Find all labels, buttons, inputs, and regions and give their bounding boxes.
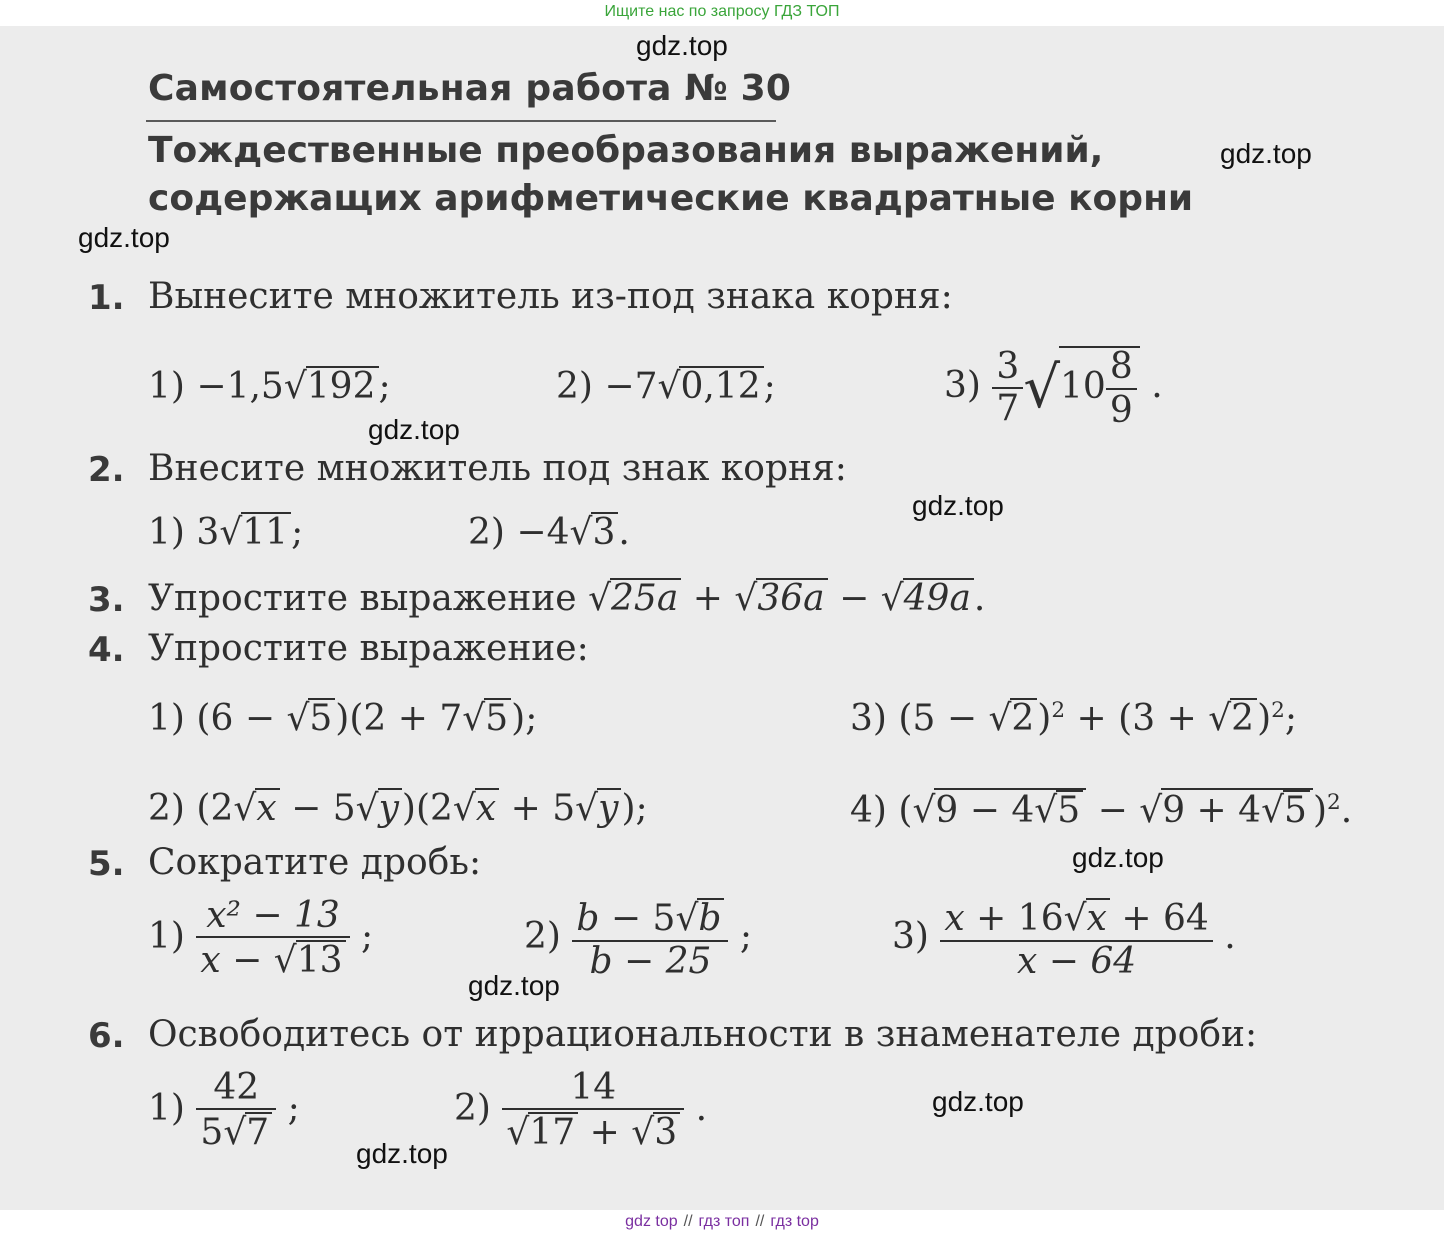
watermark: gdz.top — [912, 490, 1004, 521]
numerator: 3 — [996, 345, 1020, 387]
task-number-4: 4. — [88, 630, 125, 670]
task-number-1: 1. — [88, 278, 125, 318]
radical-sign: √ — [880, 578, 904, 619]
coefficient: 5 — [332, 788, 356, 829]
subtitle-line-2: содержащих арифметические квадратные корни — [148, 178, 1194, 219]
radical-sign: √ — [355, 788, 379, 829]
denominator — [196, 936, 349, 980]
item-label: 2) — [556, 366, 593, 407]
operator: + — [1121, 898, 1152, 939]
radical-sign: √ — [734, 578, 758, 619]
coefficient: 7 — [439, 698, 463, 739]
radical-sign: √ — [1208, 698, 1232, 739]
item-label: 1) — [148, 915, 185, 957]
watermark: gdz.top — [368, 414, 460, 445]
task-1-item-1 — [148, 366, 391, 406]
numerator — [940, 898, 1212, 940]
radical-sign: √ — [1023, 354, 1061, 421]
item-label: 3) — [944, 364, 981, 406]
item-label: 3) — [850, 698, 887, 739]
task-2-item-2 — [468, 512, 630, 552]
radicand: 2 — [1230, 698, 1257, 738]
radical-sign: √ — [1034, 790, 1058, 831]
term: 64 — [1162, 898, 1209, 939]
operator: + — [1166, 698, 1197, 739]
task-6-item-1 — [148, 1067, 300, 1153]
operator: − — [610, 898, 642, 939]
coefficient: 5 — [552, 788, 576, 829]
fraction — [940, 898, 1212, 980]
radicand: y — [378, 788, 402, 828]
radical-sign: √ — [233, 788, 257, 829]
task-5-item-1 — [148, 895, 374, 981]
punct: ; — [287, 1087, 300, 1129]
radical-sign: √ — [1261, 790, 1285, 831]
numerator: 14 — [570, 1067, 617, 1108]
punct: ; — [525, 698, 538, 739]
task-4-item-3: 3) $(5 - √2)^2 + (3 + √2)^2$; — [850, 698, 1297, 739]
radicand: 7 — [245, 1112, 272, 1152]
watermark: gdz.top — [932, 1086, 1024, 1117]
whole-part: 10 — [1060, 365, 1106, 407]
link-gdz-top-mixed[interactable]: гдз top — [770, 1213, 819, 1230]
term: 2 — [363, 698, 387, 739]
punct: . — [973, 578, 986, 619]
term: 3 — [1132, 698, 1156, 739]
radicand: 17 — [528, 1112, 578, 1152]
coefficient: 3 — [196, 512, 220, 553]
item-label: 2) — [454, 1087, 491, 1129]
task-2-item-1 — [148, 512, 303, 552]
watermark: gdz.top — [1220, 138, 1312, 169]
punct: . — [1224, 915, 1236, 957]
operator: − — [839, 578, 870, 619]
operator: − — [291, 788, 322, 829]
denominator: 9 — [1106, 388, 1137, 430]
punct: ; — [739, 915, 753, 957]
task-number-3: 3. — [88, 580, 125, 620]
numerator: x² − 13 — [206, 895, 340, 936]
punct: . — [695, 1087, 708, 1129]
task-4-item-2: 2) (2√x − 5√y)(2√x + 5√y); — [148, 788, 648, 829]
operator: + — [589, 1112, 620, 1153]
operator: − — [232, 940, 263, 981]
task-text-3: Упростите выражение — [148, 578, 577, 619]
task-6-item-2 — [454, 1067, 708, 1153]
fraction — [992, 345, 1023, 429]
radicand: 3 — [591, 512, 618, 552]
radicand: 5 — [1056, 790, 1083, 830]
task-number-5: 5. — [88, 844, 125, 884]
page-title: Самостоятельная работа № 30 — [148, 68, 792, 109]
item-label: 2) — [524, 915, 561, 957]
punct: . — [618, 512, 630, 553]
operator: − — [969, 790, 1000, 831]
task-number-6: 6. — [88, 1016, 125, 1056]
item-label: 1) — [148, 366, 185, 407]
watermark: gdz.top — [636, 30, 728, 61]
radical-sign: √ — [1139, 790, 1163, 831]
radicand: 192 — [306, 366, 379, 406]
term: x — [944, 898, 965, 939]
radicand: y — [597, 788, 621, 828]
punct: . — [1151, 364, 1163, 406]
radical-sign: √ — [219, 512, 243, 553]
denominator — [196, 1108, 276, 1152]
radicand: 3 — [653, 1112, 680, 1152]
radical-sign: √ — [675, 898, 699, 939]
operator: + — [1196, 790, 1227, 831]
link-gdz-top[interactable]: gdz top — [625, 1213, 678, 1230]
radicand: x — [475, 788, 499, 828]
numerator: 8 — [1109, 346, 1133, 387]
radical-sign: √ — [223, 1112, 247, 1153]
fraction — [196, 895, 349, 981]
radicand: 2 — [1010, 698, 1037, 738]
task-text-5: Сократите дробь: — [148, 842, 482, 883]
watermark: gdz.top — [356, 1138, 448, 1169]
radicand: 49a — [903, 578, 974, 618]
radical-sign: √ — [283, 366, 307, 407]
radicand — [1059, 346, 1140, 430]
coefficient: 2 — [210, 788, 234, 829]
task-4-item-1: 1) (6 − √5)(2 + 7√5); — [148, 698, 538, 739]
radicand: 25a — [610, 578, 681, 618]
punct: ; — [361, 915, 374, 957]
watermark: gdz.top — [1072, 842, 1164, 873]
fraction — [502, 1067, 684, 1153]
coefficient: −4 — [516, 512, 570, 553]
item-label: 1) — [148, 1087, 185, 1129]
radical-sign: √ — [988, 698, 1012, 739]
term: 9 — [935, 790, 959, 831]
task-text-6: Освободитесь от иррациональности в знаменателе дроби: — [148, 1014, 1258, 1055]
textbook-page — [0, 26, 1444, 1210]
item-label: 1) — [148, 512, 185, 553]
term: 6 — [210, 698, 234, 739]
item-label: 2) — [468, 512, 505, 553]
task-text-2: Внесите множитель под знак корня: — [148, 448, 847, 489]
radicand: x — [255, 788, 279, 828]
radical-sign: √ — [657, 366, 681, 407]
punct: ; — [763, 366, 776, 407]
exponent: 2 — [1051, 698, 1066, 723]
task-1-item-2 — [556, 366, 776, 406]
coefficient: 16 — [1017, 898, 1064, 939]
item-label: 1) — [148, 698, 185, 739]
numerator — [572, 898, 728, 940]
radical-sign: √ — [588, 578, 612, 619]
radicand: 5 — [484, 698, 511, 738]
task-4-item-4: 4) (√9 − 4√5 − √9 + 4√5 )$^2$. — [850, 790, 1353, 831]
punct: ; — [291, 512, 304, 553]
radicand: 0,12 — [679, 366, 763, 406]
coefficient: 4 — [1011, 790, 1035, 831]
item-label: 4) — [850, 790, 887, 831]
operator: + — [397, 698, 428, 739]
punct: ; — [378, 366, 391, 407]
watermark: gdz.top — [468, 970, 560, 1001]
top-banner — [0, 0, 1444, 26]
radicand: 36a — [756, 578, 827, 618]
denominator: b − 25 — [572, 940, 728, 980]
radicand: x — [1086, 898, 1110, 938]
coefficient: 2 — [430, 788, 453, 829]
radicand: 11 — [241, 512, 291, 552]
radicand: 13 — [296, 940, 346, 980]
radicand: 5 — [1283, 790, 1310, 830]
term: 9 — [1162, 790, 1186, 831]
radical-sign: √ — [575, 788, 599, 829]
task-text-4: Упростите выражение: — [148, 628, 589, 669]
radical-sign: √ — [273, 940, 297, 981]
radical-sign: √ — [286, 698, 310, 739]
coefficient: 5 — [652, 898, 676, 939]
item-label: 3) — [892, 915, 929, 957]
radical-sign: √ — [462, 698, 486, 739]
radical-sign: √ — [631, 1112, 655, 1153]
denominator: 7 — [992, 387, 1023, 427]
term: b — [576, 898, 600, 939]
operator: + — [1076, 698, 1107, 739]
radical-sign: √ — [506, 1112, 530, 1153]
task-1-item-3 — [944, 346, 1163, 430]
subtitle-line-1: Тождественные преобразования выражений, — [148, 130, 1104, 171]
task-text-1: Вынесите множитель из-под знака корня: — [148, 276, 953, 317]
operator: − — [946, 698, 977, 739]
exponent: 2 — [1271, 698, 1285, 723]
top-banner-text: Ищите нас по запросу ГДЗ ТОП — [604, 3, 840, 20]
coefficient: −7 — [604, 366, 658, 407]
coefficient: 5 — [200, 1112, 224, 1153]
numerator: 42 — [213, 1067, 260, 1108]
operator: + — [976, 898, 1007, 939]
radical-sign: √ — [1063, 898, 1087, 939]
coefficient: 4 — [1238, 790, 1262, 831]
denominator: x − 64 — [940, 940, 1212, 980]
task-number-2: 2. — [88, 450, 125, 490]
title-underline — [146, 120, 776, 122]
separator: // — [683, 1213, 693, 1230]
radicand — [1161, 788, 1313, 830]
bottom-links — [0, 1210, 1444, 1236]
denominator — [502, 1108, 684, 1152]
punct: . — [1340, 790, 1353, 831]
punct: ; — [635, 788, 648, 829]
fraction — [1106, 348, 1137, 430]
term: 5 — [912, 698, 936, 739]
radical-sign: √ — [452, 788, 476, 829]
radicand — [934, 788, 1086, 830]
radical-sign: √ — [912, 790, 936, 831]
link-gdz-top-ru[interactable]: гдз топ — [698, 1213, 750, 1230]
coefficient: −1,5 — [196, 366, 284, 407]
operator: − — [1097, 790, 1128, 831]
fraction — [196, 1067, 276, 1153]
separator: // — [755, 1213, 765, 1230]
punct: ; — [1284, 698, 1297, 739]
radicand: 5 — [308, 698, 335, 738]
item-label: 2) — [148, 788, 185, 829]
radical-sign: √ — [569, 512, 593, 553]
operator: − — [244, 698, 275, 739]
watermark: gdz.top — [78, 222, 170, 253]
exponent: 2 — [1326, 790, 1341, 815]
task-5-item-2 — [524, 898, 752, 980]
fraction — [572, 898, 728, 980]
radicand: b — [697, 898, 724, 938]
task-5-item-3 — [892, 898, 1236, 980]
operator: + — [692, 578, 723, 619]
operator: + — [510, 788, 541, 829]
task-3 — [148, 578, 985, 618]
term: x — [200, 940, 221, 981]
